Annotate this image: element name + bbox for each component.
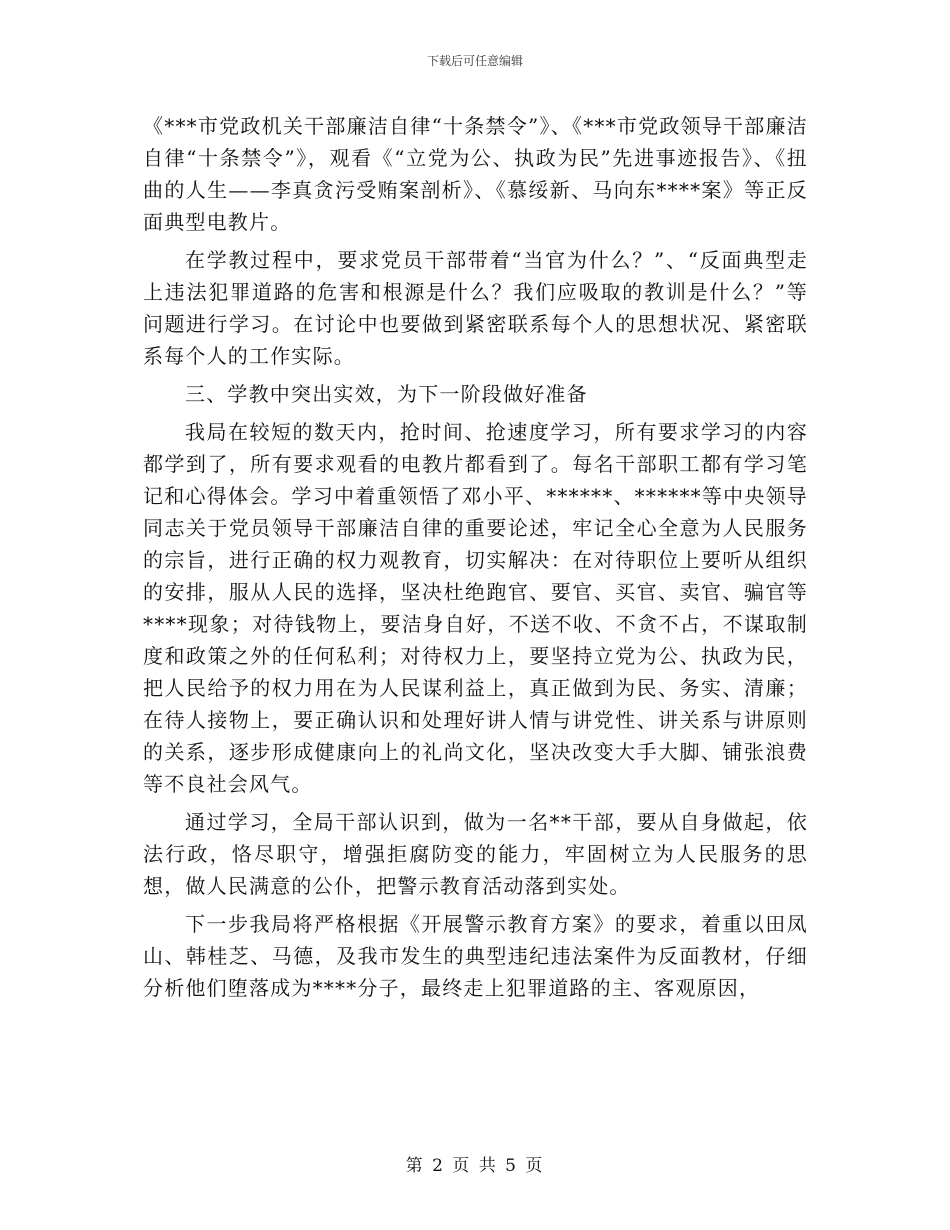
paragraph-6: 下一步我局将严格根据《开展警示教育方案》的要求，着重以田凤山、韩桂芝、马德，及我市发生的典型违纪违法案件为反面教材，仔细分析他们堕落成为****分子，最终走上犯罪道路的主、客观原因， [143,912,808,1000]
paragraph-4: 我局在较短的数天内，抢时间、抢速度学习，所有要求学习的内容都学到了，所有要求观看的电教片都看到了。每名干部职工都有学习笔记和心得体会。学习中着重领悟了邓小平、******、******等中央领导同志关于党员领导干部廉洁自律的重要论述，牢记全心全意为人民服务的宗旨，进行正确的权力观教育，切实解决：在对待职位上要听从组织的安排，服从人民的选择，坚决杜绝跑官、要官、买官、卖官、骗官等****现象；对待钱物上，要洁身自好，不送不收、不贪不占，不谋取制度和政策之外的任何私利；对待权力上，要坚持立党为公、执政为民，把人民给予的权力用在为人民谋利益上，真正做到为民、务实、清廉；在待人接物上，要正确认识和处理好讲人情与讲党性、讲关系与讲原则的关系，逐步形成健康向上的礼尚文化，坚决改变大手大脚、铺张浪费等不良社会风气。 [143,420,808,796]
document-body [143,110,808,1004]
paragraph-5: 通过学习，全局干部认识到，做为一名**干部，要从自身做起，依法行政，恪尽职守，增强拒腐防变的能力，牢固树立为人民服务的思想，做人民满意的公仆，把警示教育活动落到实处。 [143,810,808,898]
section-heading-3: 三、学教中突出实效，为下一阶段做好准备 [185,382,588,406]
paragraph-2: 在学教过程中，要求党员干部带着“当官为什么？”、“反面典型走上违法犯罪道路的危害和根源是什么？我们应吸取的教训是什么？”等问题进行学习。在讨论中也要做到紧密联系每个人的思想状况、紧密联系每个人的工作实际。 [143,248,808,368]
paragraph-1: 《***市党政机关干部廉洁自律“十条禁令”》、《***市党政领导干部廉洁自律“十条禁令”》，观看《“立党为公、执政为民”先进事迹报告》、《扭曲的人生——李真贪污受贿案剖析》、《慕绥新、马向东****案》等正反面典型电教片。 [143,114,808,234]
page-number: 第 2 页 共 5 页 [405,1156,545,1176]
page-header-note: 下载后可任意编辑 [426,54,523,68]
